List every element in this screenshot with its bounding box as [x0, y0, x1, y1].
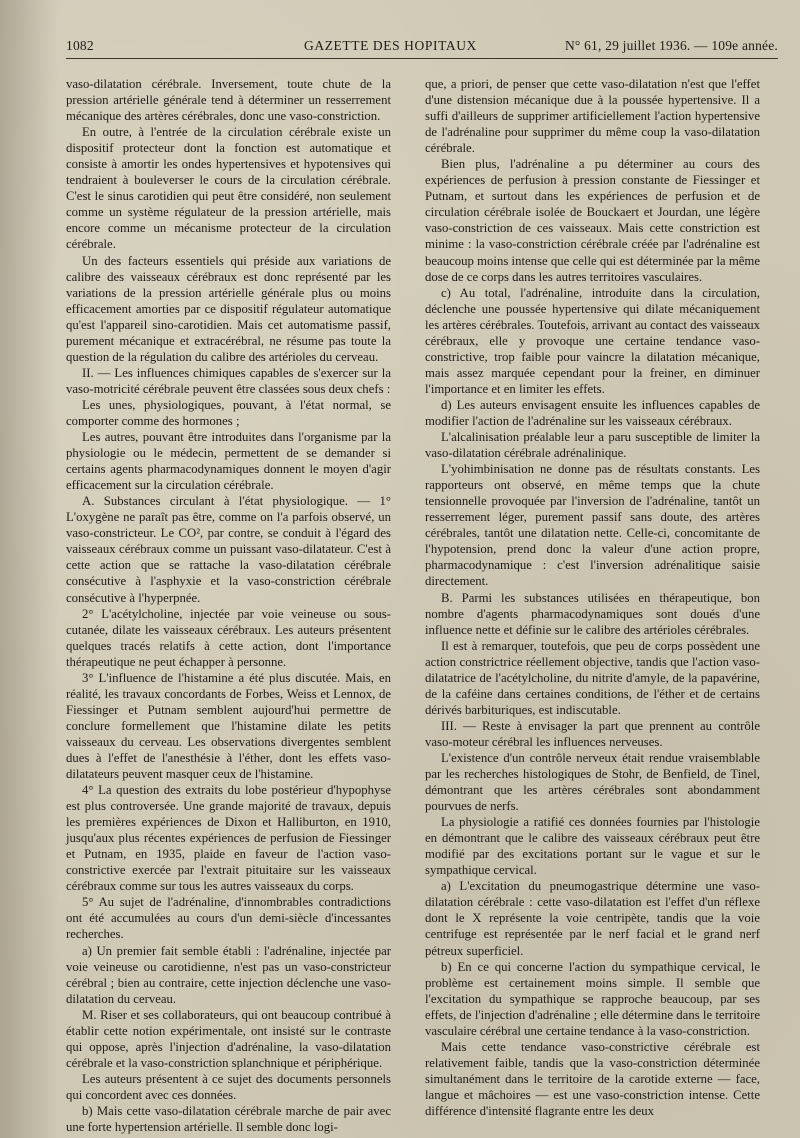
paragraph: vaso-dilatation cérébrale. Inversement, toute chute de la pression artérielle générale tend à déterminer un resserrement mécanique des artères cérébrales, donc une vaso-constriction. — [66, 77, 391, 124]
paragraph: Il est à remarquer, toutefois, que peu de corps possèdent une action constrictrice réellement objective, tandis que l'action vaso-dilatatrice de l'acétylcholine, du nitrite d'amyle, de la papavérine, de la caféine dans certaines conditions, de l'éther et de certains dérivés barbituriques, est indiscutable. — [425, 638, 760, 717]
issue-info: N° 61, 29 juillet 1936. — 109e année. — [564, 38, 778, 53]
paragraph: a) Un premier fait semble établi : l'adrénaline, injectée par voie veineuse ou carotidienne, n'est pas un vaso-constricteur cérébral ; bien au contraire, cette injection déclenche une vaso-dilatation du cerveau. — [66, 943, 391, 1006]
paragraph: 5° Au sujet de l'adrénaline, d'innombrables contradictions ont été accumulées au cours d'un demi-siècle d'incessantes recherches. — [66, 895, 391, 942]
paragraph: B. Parmi les substances utilisées en thérapeutique, bon nombre d'agents pharmacodynamiques sont doués d'une influence nette et définie sur le calibre des artérioles cérébrales. — [425, 590, 760, 637]
paragraph: II. — Les influences chimiques capables de s'exercer sur la vaso-motricité cérébrale peuvent être classées sous deux chefs : — [66, 365, 391, 396]
paragraph: L'yohimbinisation ne donne pas de résultats constants. Les rapporteurs ont observé, en même temps que la chute tensionnelle provoquée par l'inversion de l'adrénaline, tantôt un resserrement léger, purement passif sans doute, des artères cérébrales, tantôt une dilatation nette. Celle-ci, concomitante de l'hypotension, prend donc la valeur d'une action propre, pharmacodynamique : c'est l'inversion adrénalitique saisie directement. — [425, 462, 760, 589]
right-column — [425, 76, 760, 1119]
paragraph: b) Mais cette vaso-dilatation cérébrale marche de pair avec une forte hypertension artérielle. Il semble donc logi- — [66, 1104, 391, 1135]
page-number: 1082 — [66, 38, 94, 53]
paragraph: A. Substances circulant à l'état physiologique. — 1° L'oxygène ne paraît pas être, comme on l'a parfois observé, un vaso-constricteur. Le CO², par contre, se conduit à l'égard des vaisseaux cérébraux comme un puissant vaso-dilatateur. C'est à cette action que se rattache la vaso-dilatation cérébrale consécutive à l'asphyxie et la vaso-constriction cérébrale consécutive à l'hyperpnée. — [66, 494, 391, 605]
paragraph: En outre, à l'entrée de la circulation cérébrale existe un dispositif protecteur dont la fonction est automatique et consiste à amortir les ondes hypertensives et hypotensives qui tendraient à bouleverser le cours de la circulation cérébrale. C'est le sinus carotidien qui peut être considéré, non seulement comme un système régulateur de la pression artérielle, mais encore comme un mécanisme protecteur de la circulation cérébrale. — [66, 125, 391, 252]
journal-title: GAZETTE DES HOPITAUX — [304, 38, 477, 53]
paragraph: d) Les auteurs envisagent ensuite les influences capables de modifier l'action de l'adrénaline sur les vaisseaux cérébraux. — [425, 397, 760, 428]
paragraph: L'existence d'un contrôle nerveux était rendue vraisemblable par les recherches histologiques de Stohr, de Benfield, de Tinel, démontrant que les artères cérébrales sont abondamment pourvues de nerfs. — [425, 750, 760, 814]
paragraph: 3° L'influence de l'histamine a été plus discutée. Mais, en réalité, les travaux concordants de Forbes, Weiss et Lennox, de Fiessinger et Putnam semblent aujourd'hui permettre de conclure formellement que l'histamine dilate les petits vaisseaux du cerveau. Les observations divergentes semblent dues à l'effet de l'anesthésie à l'éther, dont les effets vaso-dilatateurs peuvent masquer ceux de l'histamine. — [66, 670, 391, 782]
left-column — [66, 76, 391, 1135]
paragraph: c) Au total, l'adrénaline, introduite dans la circulation, déclenche une poussée hypertensive qui dilate mécaniquement les artères cérébrales. Toutefois, arrivant au contact des vaisseaux cérébraux, elle y provoque une certaine tendance vaso-constrictive, trop faible pour vaincre la dilatation mécanique, mais assez marquée cependant pour la freiner, en diminuer l'importance et en limiter les effets. — [425, 285, 760, 396]
paragraph: que, a priori, de penser que cette vaso-dilatation n'est que l'effet d'une distension mécanique due à la poussée hypertensive. Il a suffi d'ailleurs de supprimer artificiellement l'action hypertensive de l'adrénaline pour supprimer du même coup la vaso-dilatation cérébrale. — [425, 77, 760, 156]
paragraph: Les auteurs présentent à ce sujet des documents personnels qui concordent avec ces données. — [66, 1071, 391, 1102]
paragraph: L'alcalinisation préalable leur a paru susceptible de limiter la vaso-dilatation cérébrale adrénalinique. — [425, 430, 760, 461]
paragraph: a) L'excitation du pneumogastrique détermine une vaso-dilatation cérébrale : cette vaso-dilatation est l'effet d'un réflexe dont le X représente la voie centripète, tandis que la voie centrifuge est représentée par le nerf facial et le grand nerf pétreux superficiel. — [425, 879, 760, 958]
header-rule — [66, 58, 778, 59]
paragraph: 2° L'acétylcholine, injectée par voie veineuse ou sous-cutanée, dilate les vaisseaux cérébraux. Les auteurs présentent quelques tracés relatifs à cette action, dont l'importance thérapeutique ne peut échapper à personne. — [66, 606, 391, 669]
paragraph: Mais cette tendance vaso-constrictive cérébrale est relativement faible, tandis que la vaso-constriction déterminée simultanément dans le territoire de la carotide externe — face, langue et mâchoires — est une vaso-constriction intense. Cette différence d'intensité flagrante entre les deux — [425, 1039, 760, 1118]
paragraph: La physiologie a ratifié ces données fournies par l'histologie en démontrant que le calibre des vaisseaux cérébraux peut être modifié par des excitations portant sur le vague et sur le sympathique cervical. — [425, 815, 760, 878]
running-header — [66, 38, 778, 58]
paragraph: 4° La question des extraits du lobe postérieur d'hypophyse est plus controversée. Une grande majorité de travaux, depuis les premières expériences de Dixon et Halliburton, en 1910, jusqu'aux plus récentes expériences de perfusion de Fiessinger et Putnam, en 1935, plaide en faveur de l'action vaso-constrictive exercée par l'extrait pituitaire sur les vaisseaux cérébraux comme sur tous les autres vaisseaux du corps. — [66, 783, 391, 894]
paragraph: M. Riser et ses collaborateurs, qui ont beaucoup contribué à établir cette notion expérimentale, ont insisté sur le contraste qui oppose, après l'injection d'adrénaline, la vaso-dilatation cérébrale et la vaso-constriction splanchnique et périphérique. — [66, 1007, 391, 1070]
paragraph: Bien plus, l'adrénaline a pu déterminer au cours des expériences de perfusion à pression constante de Fiessinger et Putnam, et surtout dans les expériences de perfusion et de circulation cérébrale isolée de Bouckaert et Jourdan, une légère vaso-constriction de ces vaisseaux. Mais cette constriction est minime : la vaso-constriction cérébrale créée par l'adrénaline est beaucoup moins intense que celle qui est déterminée par la même dose de ce corps dans les autres territoires vasculaires. — [425, 157, 760, 284]
paragraph: Les autres, pouvant être introduites dans l'organisme par la physiologie ou le médecin, permettent de se demander si certains agents pharmacodynamiques donnent le moyen d'agir efficacement sur la circulation cérébrale. — [66, 430, 391, 493]
paragraph: b) En ce qui concerne l'action du sympathique cervical, le problème est certainement moins simple. Il semble que l'excitation du sympathique se rapproche beaucoup, par ses effets, de l'injection d'adrénaline ; elle détermine dans le territoire vasculaire cérébral une certaine tendance à la vaso-constriction. — [425, 959, 760, 1038]
paragraph: III. — Reste à envisager la part que prennent au contrôle vaso-moteur cérébral les influences nerveuses. — [425, 718, 760, 749]
paragraph: Les unes, physiologiques, pouvant, à l'état normal, se comporter comme des hormones ; — [66, 397, 391, 428]
paragraph: Un des facteurs essentiels qui préside aux variations de calibre des vaisseaux cérébraux est donc représenté par les variations de la pression artérielle générale plus ou moins efficacement amorties par ce dispositif régulateur automatique qu'est l'appareil sino-carotidien. Mais cet automatisme passif, purement mécanique et extracérébral, ne résume pas toute la question de la régulation du calibre des artérioles du cerveau. — [66, 253, 391, 364]
